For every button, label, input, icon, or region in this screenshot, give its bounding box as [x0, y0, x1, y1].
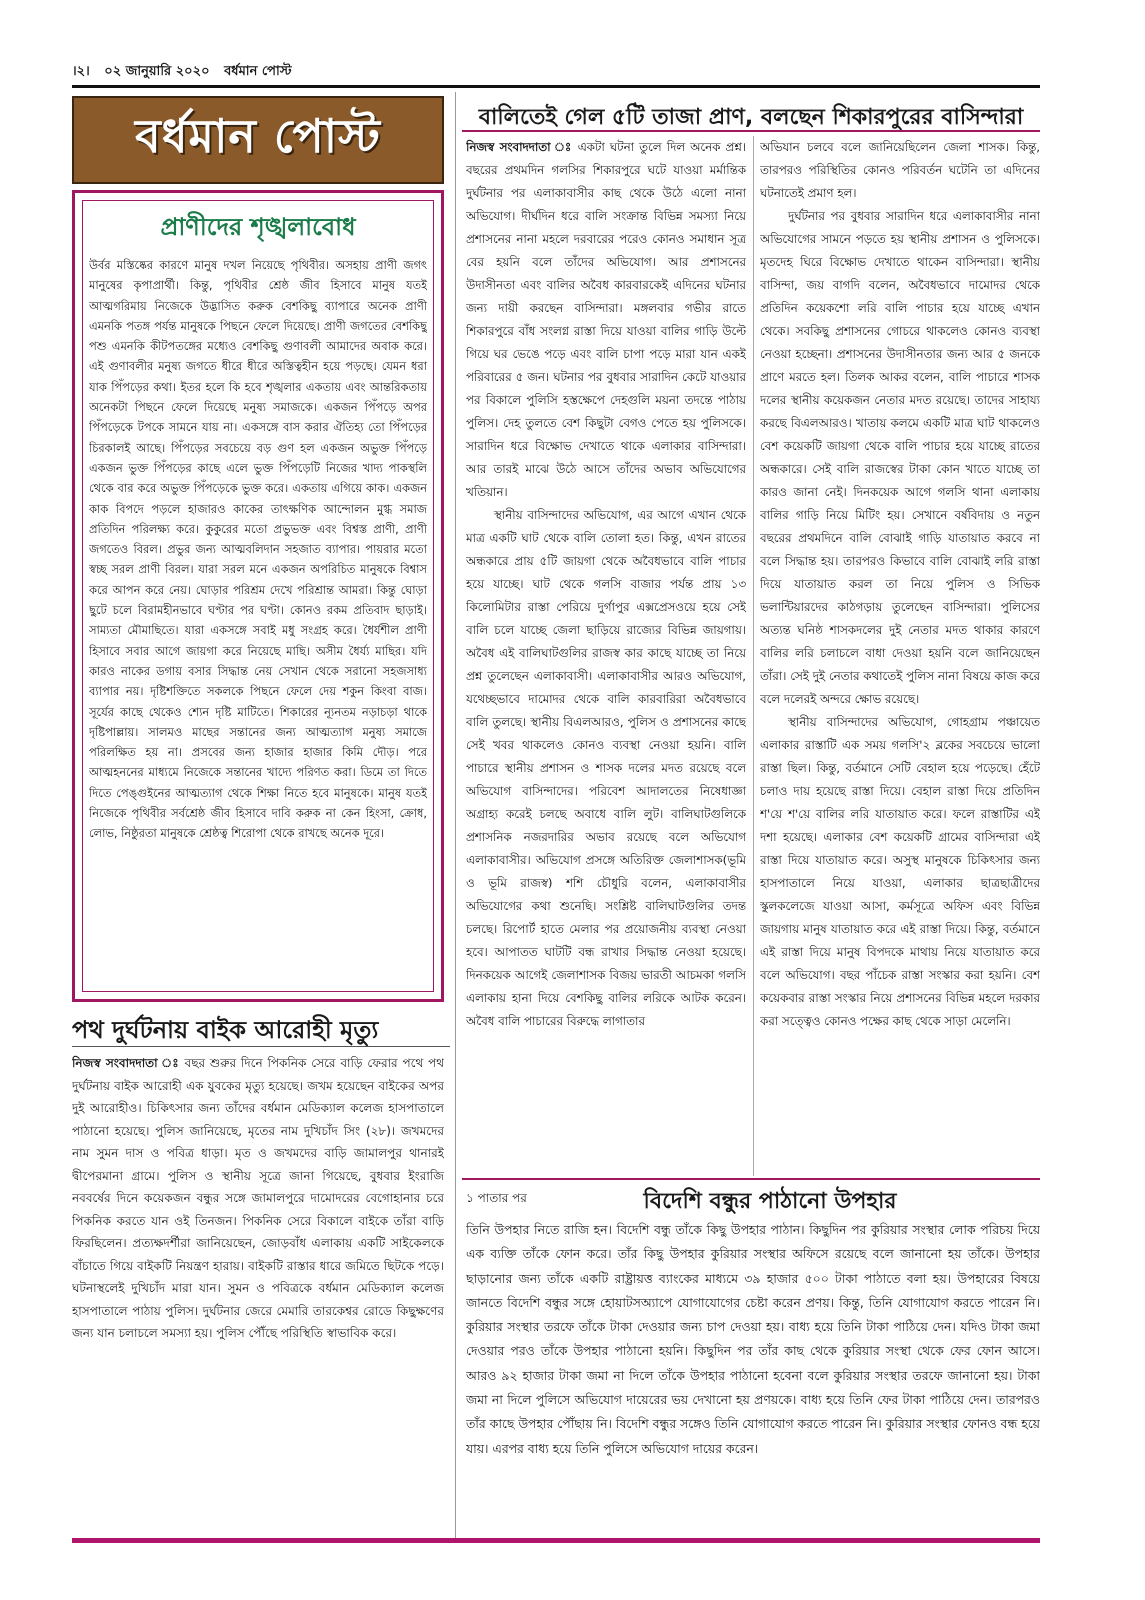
main-story-column-2	[760, 136, 1040, 1172]
left-story-rule	[72, 1046, 450, 1047]
column-divider	[455, 92, 456, 1540]
continued-from-label: ১ পাতার পর	[466, 1191, 527, 1205]
main-story-headline: বালিতেই গেল ৫টি তাজা প্রাণ, বলছেন শিকারপুরের বাসিন্দারা	[478, 105, 1024, 130]
main-story-text: একটা ঘটনা তুলে দিল অনেক প্রশ্ন। বছরের প্রথমদিন গলসির শিকারপুরে ঘটে যাওয়া মর্মান্তিক দুর্ঘটনার পর এলাকাবাসীর কাছ থেকে উঠে এলো নানা অভিযোগ। দীর্ঘদিন ধরে বালি সংক্রান্ত বিভিন্ন সমস্যা নিয়ে প্রশাসনের নানা মহলে দরবারের পরেও কোনও সমাধান সূত্র বের হয়নি বলে তাঁদের অভিযোগ। আর প্রশাসনের উদাসীনতা এবং বালির অবৈধ কারবারকেই এদিনের ঘটনার জন্য দায়ী করছেন বাসিন্দারা। মঙ্গলবার গভীর রাতে শিকারপুরে বাঁধ সংলগ্ন রাস্তা দিয়ে যাওয়া বালির গাড়ি উল্টে গিয়ে ঘর ভেঙে পড়ে এবং বালি চাপা পড়ে মারা যান একই পরিবারের ৫ জন। ঘটনার পর বুধবার সারাদিন কেটে যাওয়ার পর বিকালে পুলিসি হস্তক্ষেপে দেহগুলি ময়না তদন্তে পাঠায় পুলিস। দেহ তুলতে বেশ কিছুটা বেগও পেতে হয় পুলিসকে। সারাদিন ধরে বিক্ষোভ দেখাতে থাকে এলাকার বাসিন্দারা। আর তারই মাঝে উঠে আসে তাঁদের অভাব অভিযোগের খতিয়ান।	[466, 140, 746, 499]
page-number: ।২।	[72, 64, 90, 79]
issue-date: ০২ জানুয়ারি ২০২০	[104, 64, 210, 79]
main-story-paragraph	[466, 136, 746, 504]
left-story-headline: পথ দুর্ঘটনায় বাইক আরোহী মৃত্যু	[72, 1016, 379, 1044]
editorial-inner-frame	[82, 200, 434, 992]
editorial-title: প্রাণীদের শৃঙ্খলাবোধ	[160, 213, 356, 241]
editorial-body: উর্বর মস্তিষ্কের কারণে মানুষ দখল নিয়েছে পৃথিবীর। অসহায় প্রাণী জগৎ মানুষের কৃপাপ্রার্থী। কিন্তু, পৃথিবীর শ্রেষ্ঠ জীব হিসাবে মানুষ যতই আত্মগরিমায় নিজেকে উদ্ভাসিত করুক বেশকিছু ব্যাপারে অনেক প্রাণী এমনকি পতঙ্গ পর্যন্ত মানুষকে পিছনে ফেলে দিয়েছে। প্রাণী জগতের বেশকিছু পশু এমনকি কীটপতঙ্গের মধ্যেও বেশকিছু গুণাবলী আমাদের অবাক করে। এই গুণাবলীর মনুষ্য জগতে ধীরে ধীরে অস্তিত্বহীন হয়ে পড়ছে। যেমন ধরা যাক পিঁপড়ের কথা। ইতর হলে কি হবে শৃঙ্খলার একতায় এবং আন্তরিকতায় অনেকটা পিছনে ফেলে দিয়েছে মনুষ্য সমাজকে। একজন পিঁপড়ে অপর পিঁপড়েকে টপকে সামনে যায় না। একসঙ্গে বাস করার ঐতিহ্য তো পিঁপড়ের চিরকালই আছে। পিঁপড়ের সবচেয়ে বড় গুণ হল একজন অভুক্ত পিঁপড়ে একজন ভুক্ত পিঁপড়ের কাছে এলে ভুক্ত পিঁপড়েটি নিজের খাদ্য পাকস্থলি থেকে বার করে অভুক্ত পিঁপড়েকে ভুক্ত করে। একতায় এগিয়ে কাক। একজন কাক বিপদে পড়লে হাজারও কাকের তাৎক্ষণিক আন্দোলন মুগ্ধ সমাজ প্রতিদিন পরিলক্ষ্য করে। কুকুরের মতো প্রভুভক্ত এবং বিশ্বস্ত প্রাণী, প্রাণী জগতেও বিরল। প্রভুর জন্য আত্মবলিদান সহজাত ব্যাপার। পায়রার মতো স্বচ্ছ সরল প্রাণী বিরল। যারা সরল মনে একজন অপরিচিত মানুষকে বিশ্বাস করে আপন করে নেয়। ঘোড়ার পরিশ্রম দেখে পরিশ্রান্ত আমরা। কিন্তু ঘোড়া ছুটে চলে বিরামহীনভাবে ঘণ্টার পর ঘণ্টা। কোনও রকম প্রতিবাদ ছাড়াই। সাম্যতা মৌমাছিতে। যারা একসঙ্গে সবাই মধু সংগ্রহ করে। ধৈর্যশীল প্রাণী হিসাবে সবার আগে জায়গা করে নিয়েছে মাছি। অসীম ধৈর্য্য মাছির। যদি কারও নাকের ডগায় বসার সিদ্ধান্ত নেয় সেখান থেকে সরানো সহজসাধ্য ব্যাপার নয়। দৃষ্টিশক্তিতে সকলকে পিছনে ফেলে দেয় শকুন কিংবা বাজ। সূর্যের কাছে থেকেও শ্যেন দৃষ্টি মাটিতে। শিকারের ন্যূনতম নড়াচড়া থাকে দৃষ্টিপাল্লায়। সালমও মাছের সন্তানের জন্য আত্মত্যাগ মনুষ্য সমাজে পরিলক্ষিত হয় না। প্রসবের জন্য হাজার হাজার কিমি দৌড়। পরে আত্মহননের মাধ্যমে নিজেকে সন্তানের খাদ্যে পরিণত করা। ডিমে তা দিতে দিতে পেঙ্গুইনের আত্মত্যাগ থেকে শিক্ষা নিতে হবে মানুষকে। মানুষ যতই নিজেকে পৃথিবীর সর্বশ্রেষ্ঠ জীব হিসাবে দাবি করুক না কেন হিংসা, ক্রোধ, লোভ, নিষ্ঠুরতা মানুষকে শ্রেষ্ঠত্ব শিরোপা থেকে রাখছে অনেক দূরে।	[89, 258, 427, 841]
left-story-body	[72, 1052, 444, 1532]
main-story-paragraph: স্থানীয় বাসিন্দাদের অভিযোগ, গোহগ্রাম পঞ্চায়েত এলাকার রাস্তাটি এক সময় গলসি'২ ব্লকের সবচেয়ে ভালো রাস্তা ছিল। কিন্তু, বর্তমানে সেটি বেহাল হয়ে পড়েছে। হেঁটে চলাও দায় হয়েছে রাস্তা দিয়ে। বেহাল রাস্তা দিয়ে প্রতিদিন শ'য়ে শ'য়ে বালির লরি যাতায়াত করে। ফলে রাস্তাটির এই দশা হয়েছে। এলাকার বেশ কয়েকটি গ্রামের বাসিন্দারা এই রাস্তা দিয়ে যাতায়াত করে। অসুস্থ মানুষকে চিকিৎসার জন্য হাসপাতালে নিয়ে যাওয়া, এলাকার ছাত্রছাত্রীদের স্কুলকলেজে যাওয়া আসা, কর্মসূত্রে অফিস এবং বিভিন্ন জায়গায় মানুষ যাতায়াত করে এই রাস্তা দিয়ে। কিন্তু, বর্তমানে এই রাস্তা দিয়ে মানুষ বিপদকে মাথায় নিয়ে যাতায়াত করে বলে অভিযোগ। বছর পাঁচেক রাস্তা সংস্কার করা হয়নি। বেশ কয়েকবার রাস্তা সংস্কার নিয়ে প্রশাসনের বিভিন্ন মহলে দরকার করা সত্ত্বেও কোনও পক্ষের কাছ থেকে সাড়া মেলেনি।	[760, 715, 1040, 1028]
main-story-column-1	[466, 136, 746, 1172]
editorial-box	[72, 190, 444, 1002]
footer-rule	[72, 1538, 1040, 1543]
main-story-rule	[462, 130, 1040, 132]
continued-story-body: তিনি উপহার নিতে রাজি হন। বিদেশি বন্ধু তাঁকে কিছু উপহার পাঠান। কিছুদিন পর কুরিয়ার সংস্থার লোক পরিচয় দিয়ে এক ব্যক্তি তাঁকে ফোন করে। তাঁর কিছু উপহার কুরিয়ার সংস্থার অফিসে রয়েছে বলে জানানো হয় তাঁকে। উপহার ছাড়ানোর জন্য তাঁকে একটি রাষ্ট্রায়ত্ত ব্যাংকের মাধ্যমে ৩৯ হাজার ৫০০ টাকা পাঠাতে বলা হয়। উপহারের বিষয়ে জানতে বিদেশি বন্ধুর সঙ্গে হোয়াটসঅ্যাপে যোগাযোগের চেষ্টা করেন প্রণয়। কিন্তু, তিনি যোগাযোগ করতে পারেন নি। কুরিয়ার সংস্থার তরফে তাঁকে টাকা দেওয়ার জন্য চাপ দেওয়া হয়। বাধ্য হয়ে তিনি টাকা পাঠিয়ে দেন। যদিও টাকা জমা দেওয়ার পরও তাঁকে উপহার পাঠানো হয়নি। কিছুদিন পর তাঁর কাছ থেকে কুরিয়ার সংস্থা থেকে ফের ফোন আসে। আরও ৯২ হাজার টাকা জমা না দিলে তাঁকে উপহার পাঠানো হবেনা বলে কুরিয়ার সংস্থার তরফে জানানো হয়। টাকা জমা না দিলে পুলিসে অভিযোগ দায়েরের ভয় দেখানো হয় প্রণয়কে। বাধ্য হয়ে তিনি ফের টাকা পাঠিয়ে দেন। তারপরও তাঁর কাছে উপহার পৌঁছায় নি। বিদেশি বন্ধুর সঙ্গেও তিনি যোগাযোগ করতে পারেন নি। কুরিয়ার সংস্থার ফোনও বন্ধ হয়ে যায়। এরপর বাধ্য হয়ে তিনি পুলিসে অভিযোগ দায়ের করেন।	[466, 1222, 1040, 1456]
main-story-paragraph: দুর্ঘটনার পর বুধবার সারাদিন ধরে এলাকাবাসীর নানা অভিযোগের সামনে পড়তে হয় স্থানীয় প্রশাসন ও পুলিসকে। মৃতদেহ ঘিরে বিক্ষোভ দেখাতে থাকেন বাসিন্দারা। স্থানীয় বাসিন্দা, জয় বাগদি বলেন, অবৈধভাবে দামোদর থেকে প্রতিদিন কয়েকশো লরি বালি পাচার হয়ে যাচ্ছে এখান থেকে। সবকিছু প্রশাসনের গোচরে থাকলেও কোনও ব্যবস্থা নেওয়া হচ্ছেনা। প্রশাসনের উদাসীনতার জন্য আর ৫ জনকে প্রাণে মরতে হল। তিলক আকর বলেন, বালি পাচারে শাসক দলের স্থানীয় কয়েকজন নেতার মদত রয়েছে। তাদের সাহায্য করছে বিএলআরও। খাতায় কলমে একটি মাত্র ঘাট থাকলেও বেশ কয়েকটি জায়গা থেকে বালি পাচার হয়ে যাচ্ছে রাতের অন্ধকারে। সেই বালি রাজস্বের টাকা কোন খাতে যাচ্ছে তা কারও জানা নেই। দিনকয়েক আগে গলসি থানা এলাকায় বালির গাড়ি নিয়ে মিটিং হয়। সেখানে বর্ষবিদায় ও নতুন বছরের প্রথমদিনে বালি বোঝাই গাড়ি যাতায়াত করবে না বলে সিদ্ধান্ত হয়। তারপরও কিভাবে বালি বোঝাই লরি রাস্তা দিয়ে যাতায়াত করল তা নিয়ে পুলিস ও সিভিক ভলান্টিয়ারদের কাঠগড়ায় তুলেছেন বাসিন্দারা। পুলিসের অত্যন্ত ঘনিষ্ঠ শাসকদলের দুই নেতার মদত থাকার কারণে বালির লরি চলাচলে বাধা দেওয়া হয়নি বলে জানিয়েছেন তাঁরা। সেই দুই নেতার কথাতেই পুলিস নানা বিষয়ে কাজ করে বলে দলেরই অন্দরে ক্ষোভ রয়েছে।	[760, 209, 1040, 706]
continued-story-rule	[462, 1178, 1040, 1180]
masthead	[72, 96, 444, 184]
masthead-title: বর্ধমান পোস্ট	[135, 109, 381, 163]
left-story-byline: নিজস্ব সংবাদদাতা ঃ	[72, 1056, 180, 1070]
left-story-text: বছর শুরুর দিনে পিকনিক সেরে বাড়ি ফেরার পথে পথ দুর্ঘটনায় বাইক আরোহী এক যুবকের মৃত্যু হয়েছে। জখম হয়েছেন বাইকের অপর দুই আরোহীও। চিকিৎসার জন্য তাঁদের বর্ধমান মেডিক্যাল কলেজ হাসপাতালে পাঠানো হয়েছে। পুলিস জানিয়েছে, মৃতের নাম দুখিচাঁদ সিং (২৮)। জখমদের নাম সুমন দাস ও পবিত্র ধাড়া। মৃত ও জখমদের বাড়ি জামালপুর থানারই দ্বীপেরমানা গ্রামে। পুলিস ও স্থানীয় সূত্রে জানা গিয়েছে, বুধবার ইংরাজি নববর্ষের দিনে কয়েকজন বন্ধুর সঙ্গে জামালপুরে দামোদরের বেগোহানার চরে পিকনিক করতে যান ওই তিনজন। পিকনিক সেরে বিকালে বাইকে তাঁরা বাড়ি ফিরছিলেন। প্রত্যক্ষদর্শীরা জানিয়েছেন, জোড়বাঁধ এলাকায় একটি সাইকেলকে বাঁচাতে গিয়ে বাইকটি নিয়ন্ত্রণ হারায়। বাইকটি রাস্তার ধারে জমিতে ছিটকে পড়ে। ঘটনাস্থলেই দুখিচাঁদ মারা যান। সুমন ও পবিত্রকে বর্ধমান মেডিক্যাল কলেজ হাসপাতালে পাঠায় পুলিস। দুর্ঘটনার জেরে মেমারি তারকেশ্বর রোডে কিছুক্ষণের জন্য যান চলাচলে সমস্যা হয়। পুলিস পৌঁছে পরিস্থিতি স্বাভাবিক করে।	[72, 1056, 444, 1340]
main-story-byline: নিজস্ব সংবাদদাতা ঃ	[466, 140, 573, 154]
main-story-paragraph: অভিযান চলবে বলে জানিয়েছিলেন জেলা শাসক। কিন্তু, তারপরও পরিস্থিতির কোনও পরিবর্তন ঘটেনি তা এদিনের ঘটনাতেই প্রমাণ হল।	[760, 140, 1040, 200]
header-rule	[72, 85, 1040, 88]
continued-story-headline: বিদেশি বন্ধুর পাঠানো উপহার	[643, 1189, 897, 1214]
main-story-column-divider	[753, 136, 754, 1176]
page-header	[72, 62, 302, 83]
header-paper-name: বর্ধমান পোস্ট	[224, 64, 292, 79]
main-story-paragraph: স্থানীয় বাসিন্দাদের অভিযোগ, এর আগে এখান থেকে মাত্র একটি ঘাট থেকে বালি তোলা হত। কিন্তু, এখন রাতের অন্ধকারে প্রায় ৫টি জায়গা থেকে অবৈধভাবে বালি পাচার হয়ে যাচ্ছে। ঘাট থেকে গলসি বাজার পর্যন্ত প্রায় ১৩ কিলোমিটার রাস্তা পেরিয়ে দুর্গাপুর এক্সপ্রেসওয়ে হয়ে সেই বালি চলে যাচ্ছে জেলা ছাড়িয়ে রাজ্যের বিভিন্ন জায়গায়। অবৈধ এই বালিঘাটগুলির রাজস্ব কার কাছে যাচ্ছে তা নিয়ে প্রশ্ন তুলেছেন এলাকাবাসী। এলাকাবাসীর আরও অভিযোগ, যথেচ্ছভাবে দামোদর থেকে বালি কারবারিরা অবৈধভাবে বালি তুলছে। স্থানীয় বিএলআরও, পুলিস ও প্রশাসনের কাছে সেই খবর থাকলেও কোনও ব্যবস্থা নেওয়া হয়নি। বালি পাচারে স্থানীয় প্রশাসন ও শাসক দলের মদত রয়েছে বলে অভিযোগ বাসিন্দাদের। পরিবেশ আদালতের নিষেধাজ্ঞা অগ্রাহ্য করেই চলছে অবাধে বালি লুট। বালিঘাটগুলিকে প্রশাসনিক নজরদারির অভাব রয়েছে বলে অভিযোগ এলাকাবাসীর। অভিযোগ প্রসঙ্গে অতিরিক্ত জেলাশাসক(ভূমি ও ভূমি রাজস্ব) শশি চৌধুরি বলেন, এলাকাবাসীর অভিযোগের কথা শুনেছি। সংশ্লিষ্ট বালিঘাটগুলির তদন্ত চলছে। রিপোর্ট হাতে মেলার পর প্রয়োজনীয় ব্যবস্থা নেওয়া হবে। আপাতত ঘাটটি বন্ধ রাখার সিদ্ধান্ত নেওয়া হয়েছে। দিনকয়েক আগেই জেলাশাসক বিজয় ভারতী আচমকা গলসি এলাকায় হানা দিয়ে বেশকিছু বালির লরিকে আটক করেন। অবৈধ বালি পাচারের বিরুদ্ধে লাগাতার	[466, 508, 746, 1028]
